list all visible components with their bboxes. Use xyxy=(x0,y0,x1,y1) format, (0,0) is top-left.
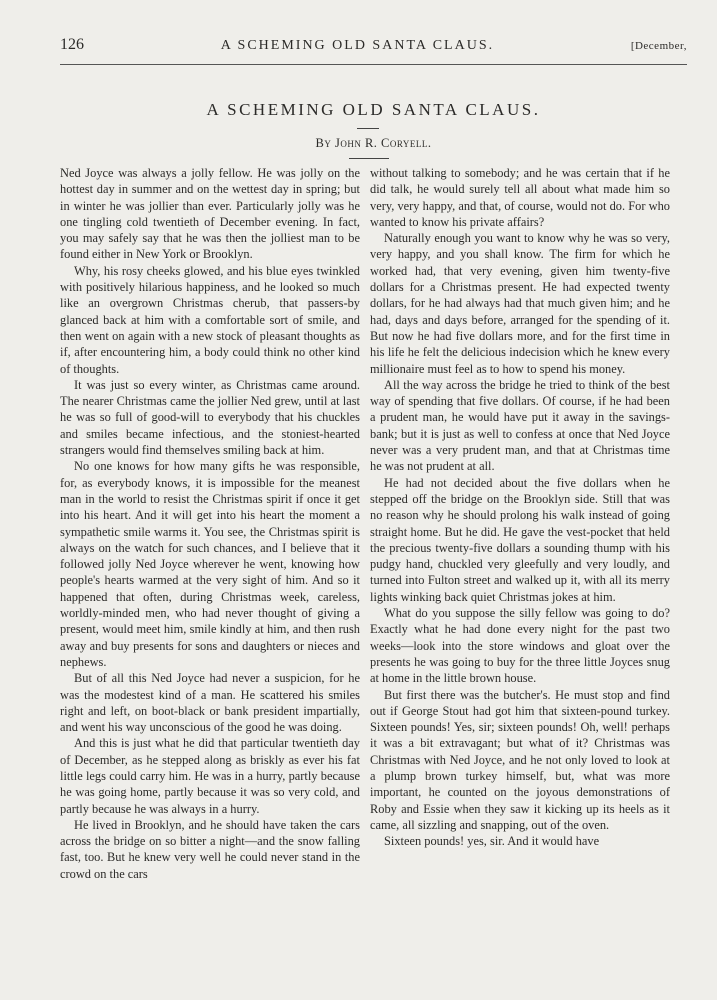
article-title: A SCHEMING OLD SANTA CLAUS. xyxy=(206,100,541,119)
byline-rule xyxy=(349,158,389,159)
paragraph: He had not decided about the five dollars when he stepped off the bridge on the Brooklyn side. Still that was no reason why he should prolong his walk instead of going straight home. But he did. He gave the vest-pocket that held the precious twenty-five dollars a sounding thump with his pudgy hand, chuckled very gleefully and very loudly, and turned into Fulton street and walked up it, with all its merry lights winking back quiet Christmas jokes at him. xyxy=(370,475,670,604)
paragraph: No one knows for how many gifts he was responsible, for, as everybody knows, it is impossible for the meanest man in the world to resist the Christmas spirit if once it get into his heart. And it will get into his heart the moment a sympathetic smile warms it. You see, the Christmas spirit is always on the watch for such chances, and I believe that it followed jolly Ned Joyce wherever he went, knowing how people's hearts warmed at the very sight of him. And so it happened that often, during Christmas week, careless, worldly-minded men, who had never thought of giving a present, would meet him, smile kindly at him, and then rush away and buy presents for sons and daughters or nieces and nephews. xyxy=(60,459,360,669)
paragraph: But first there was the butcher's. He must stop and find out if George Stout had got him that sixteen-pound turkey. Sixteen pounds! Yes, sir; sixteen pounds! Oh, well! perhaps it was a bit extravagant; but what of it? Christmas was Christmas with Ned Joyce, and he not only loved to look at a plump brown turkey himself, but, what was more important, he counted on the joyous demonstrations of Roby and Essie when they saw it kicking up its heels as it came, all sizzling and snapping, out of the oven. xyxy=(370,687,670,832)
issue-month: [December, xyxy=(630,40,687,52)
paragraph: Why, his rosy cheeks glowed, and his blue eyes twinkled with positively hilarious happiness, and he looked so much like an overgrown Christmas cherub, that passers-by glanced back at him with a comfortable sort of smile, and then went on again with a new stock of pleasant thoughts as if, after encountering him, a body could think no other kind of thoughts. xyxy=(60,263,360,376)
paragraph: He lived in Brooklyn, and he should have taken the cars across the bridge on so bitter a night—and the snow falling fast, too. But he knew very well he could never stand in the crowd on the cars xyxy=(60,817,360,881)
article-byline: By John R. Coryell. xyxy=(315,136,432,150)
header-rule xyxy=(60,64,687,65)
paragraph: Naturally enough you want to know why he was so very, very happy, and you shall know. The firm for which he worked had, that very evening, given him twenty-five dollars for a Christmas present. He had expected twenty dollars, for he had always had that much given him; and he had, days and days before, arranged for the spending of it. But now he had five dollars more, and for the first time in his life he felt the delicious indecision which he knew every millionaire must feel as to how to spend his money. xyxy=(370,231,670,376)
title-rule xyxy=(357,128,379,129)
paragraph: And this is just what he did that particular twentieth day of December, as he stepped along as briskly as ever his fat little legs could carry him. He was in a hurry, partly because he was going home, partly because it was so very cold, and partly because he was always in a hurry. xyxy=(60,736,360,816)
paragraph: But of all this Ned Joyce had never a suspicion, for he was the modestest kind of a man. He scattered his smiles right and left, on boot-black or bank president impartially, and went his way unconscious of the good he was doing. xyxy=(60,671,360,735)
paragraph: Sixteen pounds! yes, sir. And it would have xyxy=(384,834,600,849)
paragraph: What do you suppose the silly fellow was going to do? Exactly what he had done every night for the past two weeks—look into the store windows and gloat over the presents he was going to buy for the three little Joyces snug at home in the little brown house. xyxy=(370,606,670,686)
right-column xyxy=(370,165,670,849)
running-title: A SCHEMING OLD SANTA CLAUS. xyxy=(220,38,495,53)
paragraph: without talking to somebody; and he was certain that if he did talk, he would surely tell all about what made him so very, very happy, and that, of course, would not do. For who wanted to know his private affairs? xyxy=(370,166,670,229)
paragraph: Ned Joyce was always a jolly fellow. He was jolly on the hottest day in summer and on the wettest day in spring; but in winter he was jollier than ever. Particularly jolly was he one tingling cold twentieth of December evening. In fact, you may safely say that he was then the jolliest man to be found either in New York or Brooklyn. xyxy=(60,166,360,262)
paragraph: All the way across the bridge he tried to think of the best way of spending that five dollars. Of course, if he had been a prudent man, he would have put it away in the savings-bank; but it is just as well to confess at once that Ned Joyce never was a very prudent man, and that at Christmas time he was not prudent at all. xyxy=(370,377,670,474)
page-number: 126 xyxy=(60,36,84,53)
paragraph: It was just so every winter, as Christmas came around. The nearer Christmas came the jollier Ned grew, until at last he was so full of good-will to everybody that his chuckles and smiles became infectious, and the stoniest-hearted strangers would find themselves smiling back at him. xyxy=(60,377,360,458)
running-head xyxy=(60,36,687,54)
left-column xyxy=(60,165,360,882)
